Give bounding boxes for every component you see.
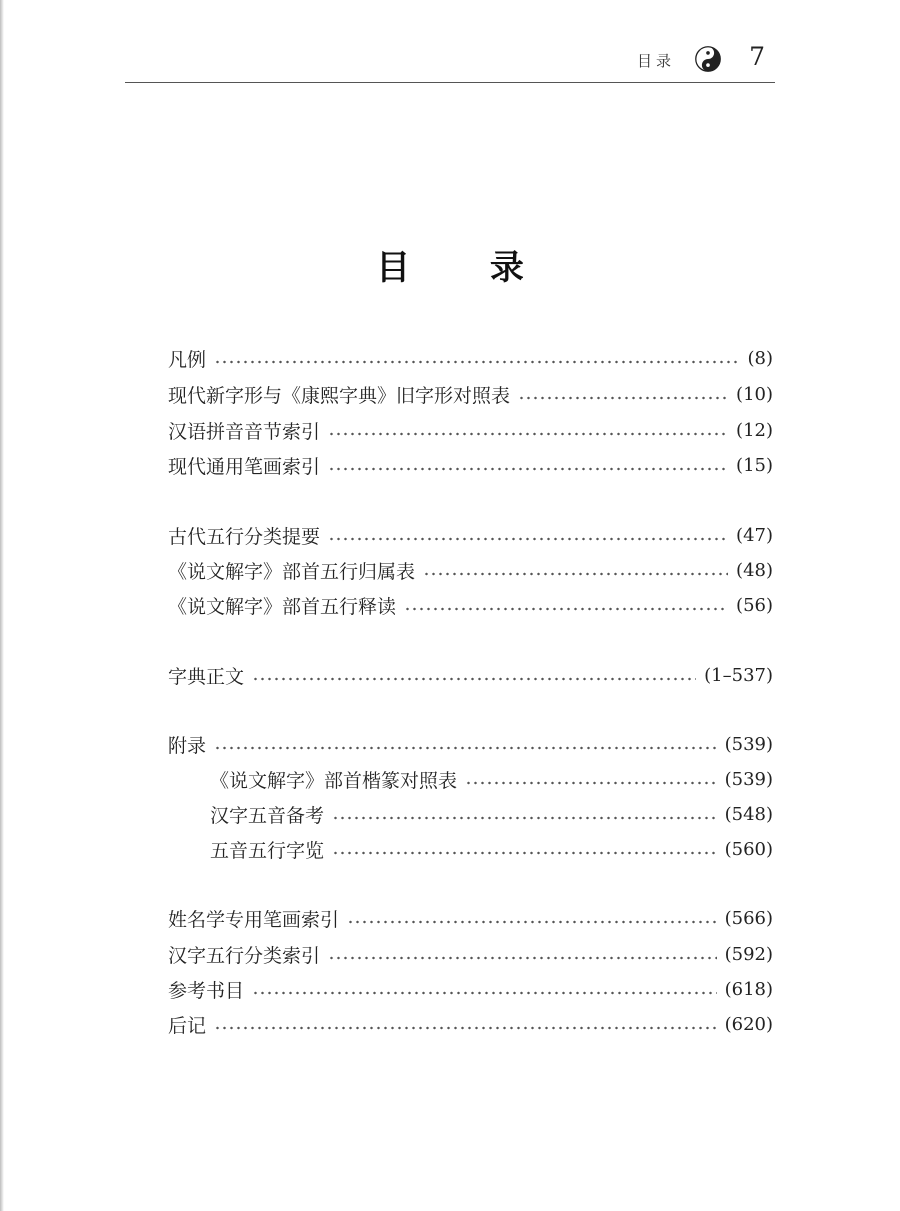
toc-entry-page: (10) xyxy=(736,383,773,405)
toc-entry-label: 汉语拼音音节索引 xyxy=(168,420,321,443)
header-section-title: 目录 xyxy=(636,52,675,70)
toc-entry-page: (548) xyxy=(724,803,773,825)
toc-entry-page: (48) xyxy=(736,559,773,581)
toc-entry-page: (618) xyxy=(724,978,773,1000)
toc-entry-stroke-index[interactable] xyxy=(168,449,773,481)
toc-entry-five-tones-notes[interactable] xyxy=(210,798,773,830)
running-header xyxy=(125,40,775,83)
toc-leader-dots xyxy=(332,816,717,820)
toc-entry-label: 五音五行字览 xyxy=(210,839,325,862)
toc-entry-label: 附录 xyxy=(168,734,207,757)
toc-entry-radical-wuxing-table[interactable] xyxy=(168,554,773,586)
toc-entry-fanli[interactable] xyxy=(168,342,773,374)
page-title: 目 录 xyxy=(376,248,558,288)
toc-leader-dots xyxy=(423,572,728,576)
toc-entry-label: 现代通用笔画索引 xyxy=(168,455,321,478)
toc-entry-label: 后记 xyxy=(168,1014,207,1037)
toc-entry-afterword[interactable] xyxy=(168,1008,773,1040)
toc-leader-dots xyxy=(214,746,717,750)
yin-yang-icon xyxy=(695,46,721,72)
toc-entry-page: (15) xyxy=(736,454,773,476)
toc-entry-page: (1–537) xyxy=(704,664,773,686)
toc-entry-glyph-comparison[interactable] xyxy=(168,378,773,410)
toc-entry-wuxing-summary[interactable] xyxy=(168,519,773,551)
toc-entry-name-stroke-index[interactable] xyxy=(168,902,773,934)
toc-entry-label: 《说文解字》部首楷篆对照表 xyxy=(210,769,458,792)
toc-entry-label: 汉字五行分类索引 xyxy=(168,944,321,967)
toc-entry-bibliography[interactable] xyxy=(168,973,773,1005)
toc-entry-page: (12) xyxy=(736,419,773,441)
toc-leader-dots xyxy=(328,537,728,541)
toc-entry-radical-wuxing-reading[interactable] xyxy=(168,589,773,621)
toc-leader-dots xyxy=(328,432,728,436)
header-page-number: 7 xyxy=(749,42,765,71)
toc-entry-dictionary-body[interactable] xyxy=(168,659,773,691)
toc-entry-label: 现代新字形与《康熙字典》旧字形对照表 xyxy=(168,384,511,407)
toc-leader-dots xyxy=(252,991,717,995)
toc-entry-page: (56) xyxy=(736,594,773,616)
toc-entry-label: 古代五行分类提要 xyxy=(168,525,321,548)
toc-entry-radical-seal-table[interactable] xyxy=(210,763,773,795)
toc-entry-pinyin-index[interactable] xyxy=(168,414,773,446)
toc-leader-dots xyxy=(404,607,728,611)
page-edge-shadow xyxy=(0,0,4,1211)
toc-entry-label: 参考书目 xyxy=(168,979,245,1002)
toc-entry-label: 《说文解字》部首五行归属表 xyxy=(168,560,416,583)
toc-leader-dots xyxy=(328,467,728,471)
toc-leader-dots xyxy=(252,677,696,681)
toc-leader-dots xyxy=(214,1026,717,1030)
toc-entry-label: 字典正文 xyxy=(168,665,245,688)
toc-entry-label: 姓名学专用笔画索引 xyxy=(168,908,340,931)
toc-entry-page: (8) xyxy=(747,347,773,369)
toc-entry-label: 凡例 xyxy=(168,348,207,371)
toc-entry-five-tones-wuxing-list[interactable] xyxy=(210,833,773,865)
toc-leader-dots xyxy=(214,360,739,364)
toc-entry-label: 汉字五音备考 xyxy=(210,804,325,827)
toc-entry-page: (539) xyxy=(724,733,773,755)
toc-entry-page: (47) xyxy=(736,524,773,546)
toc-entry-page: (539) xyxy=(724,768,773,790)
toc-leader-dots xyxy=(328,956,717,960)
toc-entry-page: (560) xyxy=(724,838,773,860)
toc-leader-dots xyxy=(518,396,728,400)
toc-leader-dots xyxy=(465,781,717,785)
toc-entry-wuxing-category-index[interactable] xyxy=(168,938,773,970)
toc-entry-label: 《说文解字》部首五行释读 xyxy=(168,595,397,618)
toc-entry-page: (592) xyxy=(724,943,773,965)
toc-leader-dots xyxy=(332,851,717,855)
toc-entry-page: (566) xyxy=(724,907,773,929)
toc-leader-dots xyxy=(347,920,717,924)
toc-entry-appendix[interactable] xyxy=(168,728,773,760)
toc-entry-page: (620) xyxy=(724,1013,773,1035)
